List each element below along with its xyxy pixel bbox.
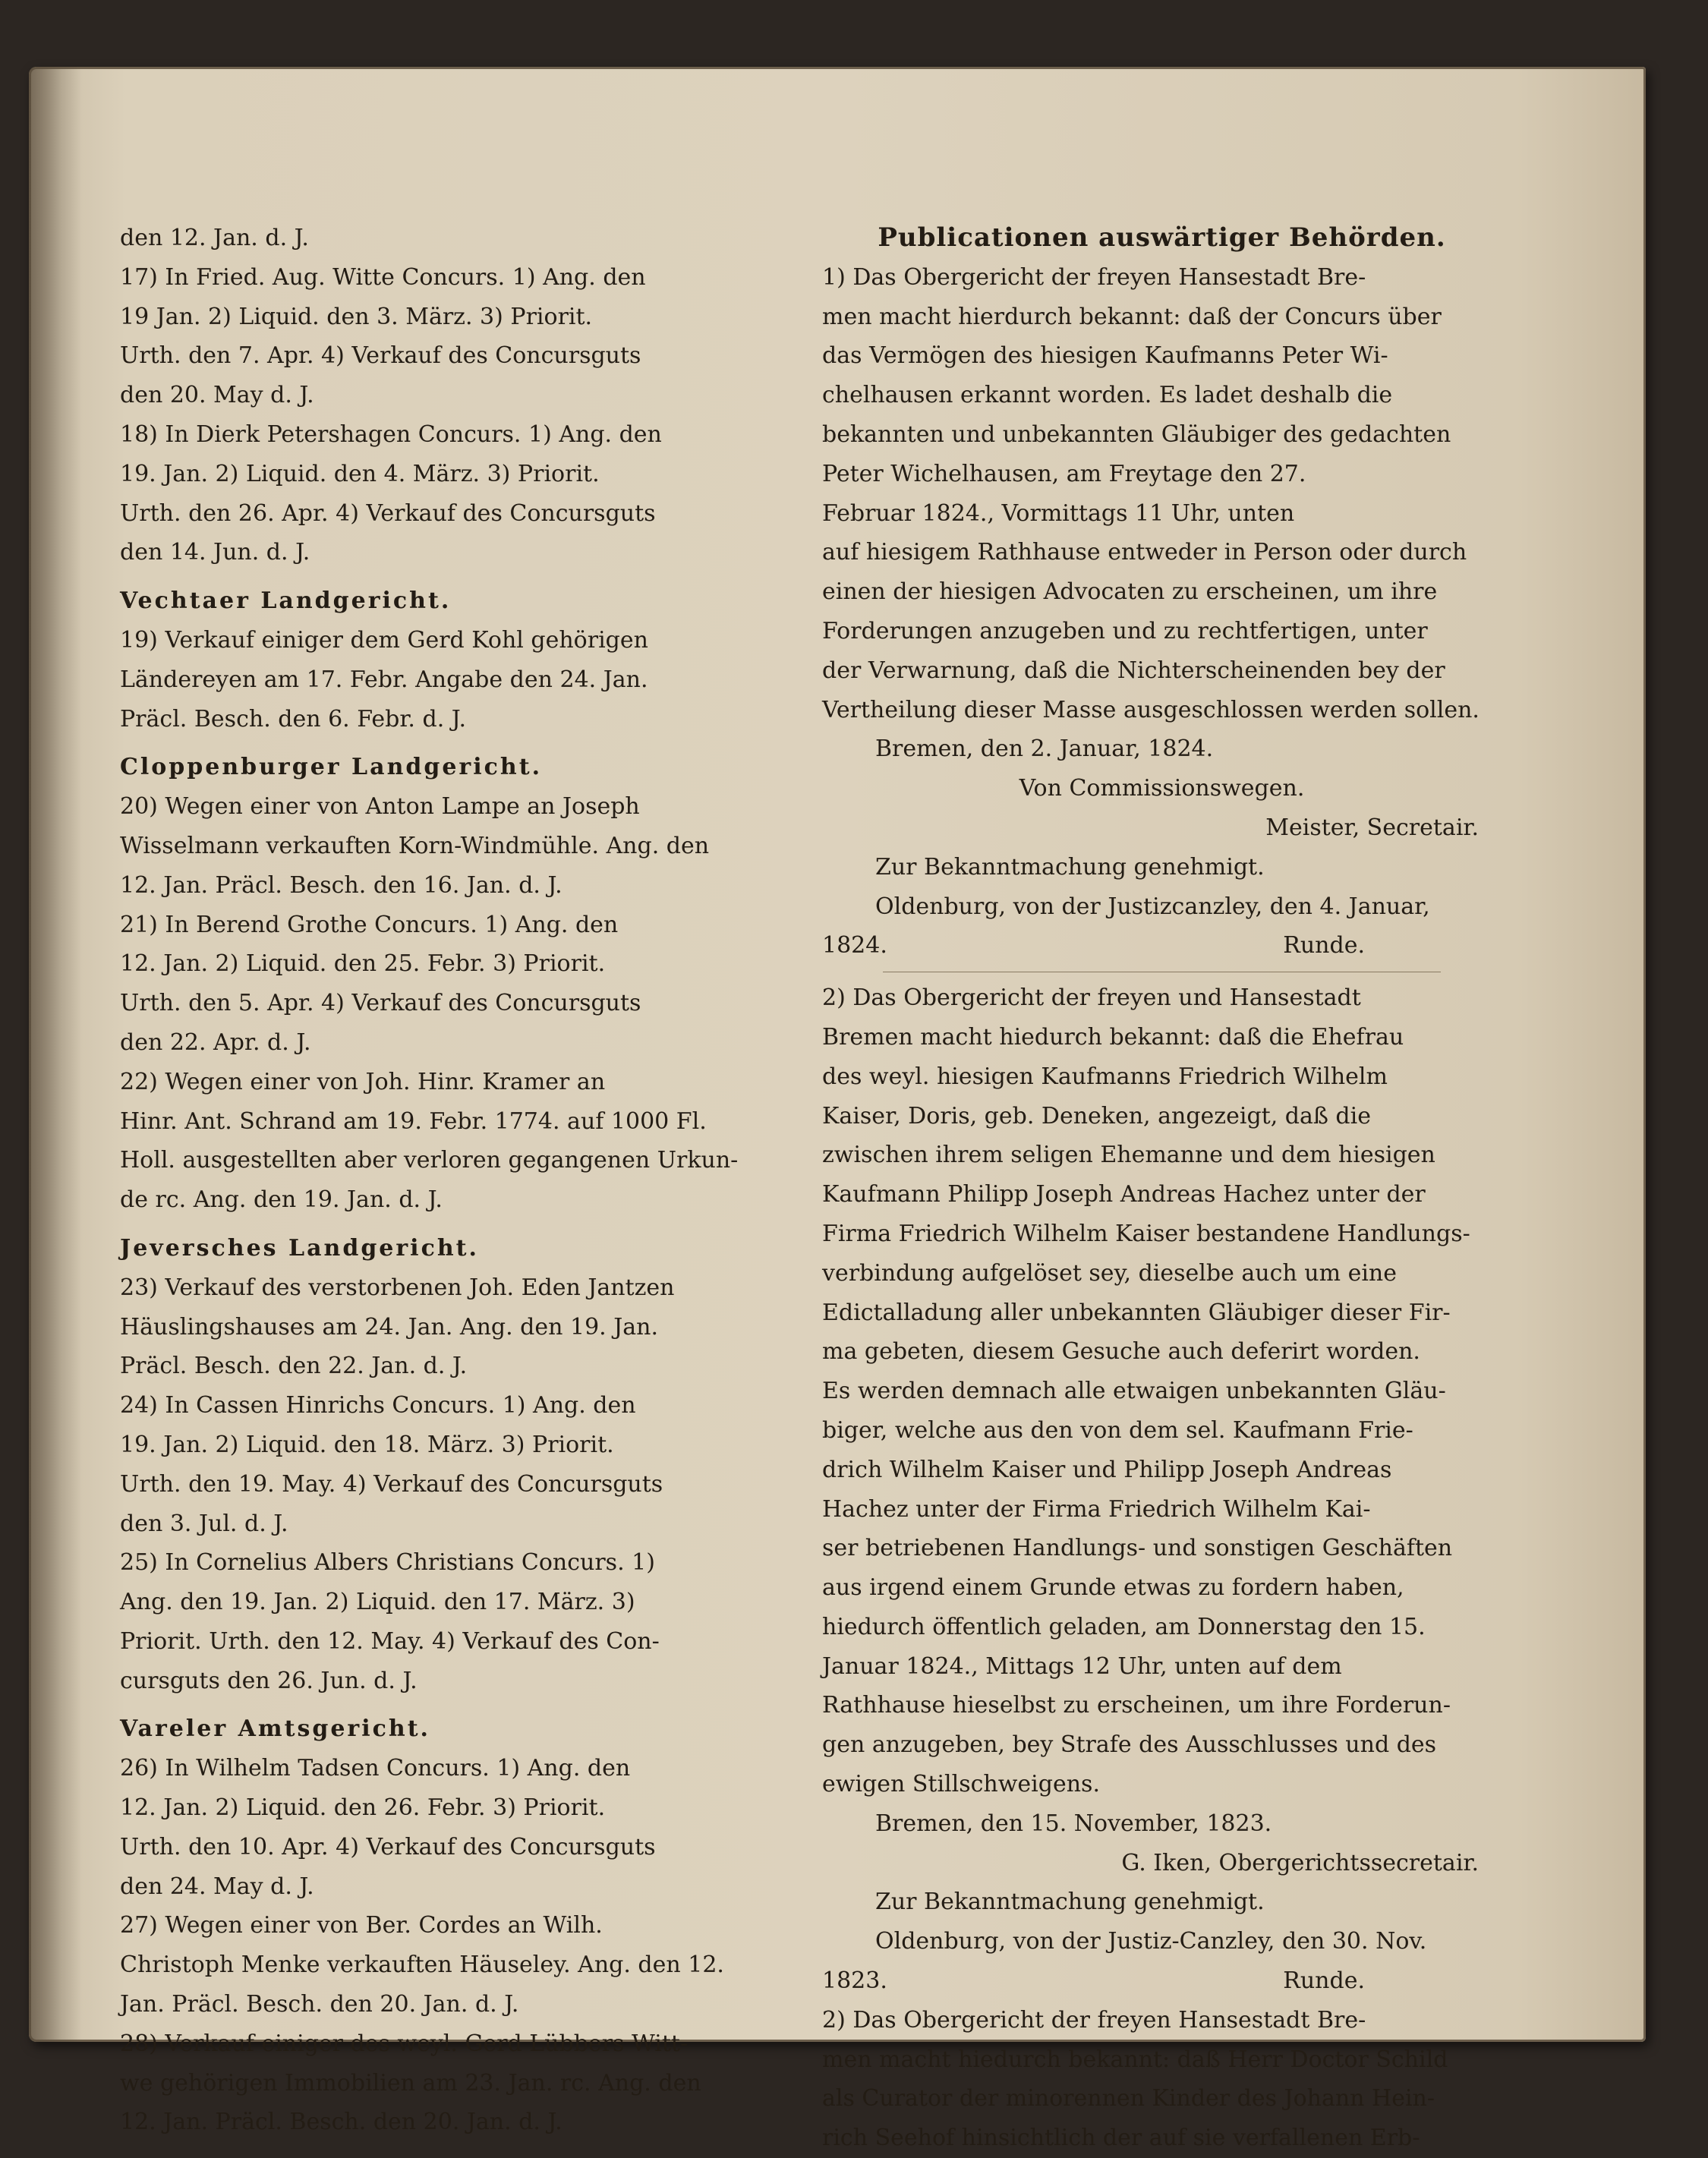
text-line: den 24. May d. J. [120, 1873, 314, 1900]
notice-2-body [822, 978, 1502, 1804]
text-line: 25) In Cornelius Albers Christians Concurs. 1) [120, 1549, 655, 1577]
text-line: 28) Verkauf einiger des weyl. Gerd Lübbers Witt- [120, 2030, 689, 2057]
text-line: zwischen ihrem seligen Ehemanne und dem hiesigen [822, 1142, 1435, 1169]
text-line: hiedurch öffentlich geladen, am Donnerstag den 15. [822, 1613, 1426, 1640]
text-line: cursguts den 26. Jun. d. J. [120, 1667, 418, 1694]
text-line: rich Seehof hinsichtlich der auf sie verfallenen Erb- [822, 2125, 1420, 2152]
text-line: der Verwarnung, daß die Nichterscheinenden bey der [822, 657, 1445, 684]
text-line: den 14. Jun. d. J. [120, 539, 310, 566]
text-line: Bremen macht hiedurch bekannt: daß die Ehefrau [822, 1023, 1404, 1051]
heading-jever: Jeversches Landgericht. [120, 1234, 479, 1262]
text-line: bekannten und unbekannten Gläubiger des gedachten [822, 421, 1451, 448]
text-line: verbindung aufgelöset sey, dieselbe auch um eine [822, 1259, 1397, 1287]
text-line: Präcl. Besch. den 22. Jan. d. J. [120, 1353, 468, 1380]
notice-1-commission: Von Commissionswegen. [1019, 775, 1305, 802]
text-line: Es werden demnach alle etwaigen unbekannten Gläu- [822, 1378, 1446, 1405]
notice-2-oldenburg: Oldenburg, von der Justiz-Canzley, den 30. Nov. [875, 1928, 1427, 1955]
text-line: 17) In Fried. Aug. Witte Concurs. 1) Ang. den [120, 263, 646, 291]
notice-1-body [822, 258, 1502, 730]
text-line: 12. Jan. 2) Liquid. den 26. Febr. 3) Priorit. [120, 1794, 606, 1822]
text-line: den 20. May d. J. [120, 382, 314, 409]
text-block [120, 219, 1517, 2152]
notice-2-date: Bremen, den 15. November, 1823. [875, 1810, 1272, 1837]
notice-1-date: Bremen, den 2. Januar, 1824. [875, 736, 1214, 763]
text-line: den 12. Jan. d. J. [120, 225, 309, 251]
text-line: Urth. den 7. Apr. 4) Verkauf des Concursguts [120, 342, 641, 370]
text-line: ewigen Stillschweigens. [822, 1771, 1100, 1798]
notice-2-year: 1823. [822, 1967, 887, 1995]
text-line: 24) In Cassen Hinrichs Concurs. 1) Ang. den [120, 1392, 636, 1419]
text-line: Firma Friedrich Wilhelm Kaiser bestandene Handlungs- [822, 1220, 1470, 1247]
text-line: Forderungen anzugeben und zu rechtfertigen, unter [822, 617, 1428, 644]
notice-1-oldenburg: Oldenburg, von der Justizcanzley, den 4. Januar, [875, 893, 1430, 920]
text-line: das Vermögen des hiesigen Kaufmanns Peter Wi- [822, 342, 1388, 370]
text-line: Hachez unter der Firma Friedrich Wilhelm Kai- [822, 1495, 1371, 1523]
text-line: Jan. Präcl. Besch. den 20. Jan. d. J. [120, 1991, 519, 2018]
text-line: Ländereyen am 17. Febr. Angabe den 24. Jan. [120, 666, 648, 693]
text-line: auf hiesigem Rathhause entweder in Person oder durch [822, 539, 1467, 566]
notice-2-approval: Zur Bekanntmachung genehmigt. [875, 1889, 1265, 1916]
text-line: 26) In Wilhelm Tadsen Concurs. 1) Ang. den [120, 1755, 631, 1782]
text-line: 12. Jan. Präcl. Besch. den 20. Jan. d. J. [120, 2109, 563, 2136]
text-line: 20) Wegen einer von Anton Lampe an Joseph [120, 793, 640, 821]
notice-2-signature: G. Iken, Obergerichtssecretair. [1121, 1849, 1479, 1876]
text-line: Kaufmann Philipp Joseph Andreas Hachez unter der [822, 1181, 1426, 1208]
text-line: 2) Das Obergericht der freyen und Hansestadt [822, 984, 1361, 1012]
text-line: Priorit. Urth. den 12. May. 4) Verkauf des Con- [120, 1627, 660, 1655]
text-line: Vertheilung dieser Masse ausgeschlossen werden sollen. [822, 696, 1480, 723]
text-line: ma gebeten, diesem Gesuche auch deferirt worden. [822, 1338, 1420, 1366]
notice-1-approval: Zur Bekanntmachung genehmigt. [875, 853, 1265, 881]
text-line: chelhausen erkannt worden. Es ladet deshalb die [822, 382, 1393, 409]
text-line: Urth. den 5. Apr. 4) Verkauf des Concursguts [120, 990, 641, 1017]
text-line: Häuslingshauses am 24. Jan. Ang. den 19. Jan. [120, 1313, 658, 1340]
left-intro [120, 219, 799, 572]
left-column [120, 219, 799, 2136]
text-line: 19. Jan. 2) Liquid. den 4. März. 3) Priorit. [120, 460, 600, 487]
heading-cloppenburg: Cloppenburger Landgericht. [120, 754, 543, 781]
text-line: Urth. den 19. May. 4) Verkauf des Concursguts [120, 1470, 663, 1498]
text-line: men macht hiedurch bekannt: daß Herr Doctor Schild [822, 2046, 1448, 2073]
text-line: des weyl. hiesigen Kaufmanns Friedrich Wilhelm [822, 1063, 1388, 1090]
notice-1-signature: Meister, Secretair. [1265, 814, 1479, 841]
page-sheet [29, 67, 1646, 2152]
text-line: den 22. Apr. d. J. [120, 1029, 311, 1056]
text-line: gen anzugeben, bey Strafe des Ausschlusses und des [822, 1731, 1437, 1759]
text-line: Holl. ausgestellten aber verloren gegangenen Urkun- [120, 1147, 739, 1174]
cloppenburg-entries [120, 787, 799, 1220]
text-line: 23) Verkauf des verstorbenen Joh. Eden Jantzen [120, 1274, 675, 1301]
text-line: Kaiser, Doris, geb. Deneken, angezeigt, daß die [822, 1102, 1371, 1129]
text-line: 2) Das Obergericht der freyen Hansestadt Bre- [822, 2006, 1366, 2034]
vechta-entries [120, 621, 799, 739]
text-line: Urth. den 10. Apr. 4) Verkauf des Concursguts [120, 1833, 656, 1860]
text-line: 19 Jan. 2) Liquid. den 3. März. 3) Priorit. [120, 303, 593, 330]
text-line: den 3. Jul. d. J. [120, 1510, 288, 1537]
text-line: Januar 1824., Mittags 12 Uhr, unten auf dem [822, 1652, 1342, 1680]
text-line: Christoph Menke verkauften Häuseley. Ang. den 12. [120, 1952, 724, 1979]
text-line: drich Wilhelm Kaiser und Philipp Joseph Andreas [822, 1456, 1392, 1483]
section-title: Publicationen auswärtiger Behörden. [878, 222, 1446, 253]
text-line: de rc. Ang. den 19. Jan. d. J. [120, 1186, 443, 1214]
text-line: 12. Jan. 2) Liquid. den 25. Febr. 3) Priorit. [120, 950, 606, 978]
text-line: als Curator der minorennen Kinder des Johann Hein- [822, 2085, 1435, 2112]
text-line: Februar 1824., Vormittags 11 Uhr, unten [822, 499, 1295, 527]
text-line: ser betriebenen Handlungs- und sonstigen Geschäften [822, 1535, 1453, 1562]
text-line: 1) Das Obergericht der freyen Hansestadt Bre- [822, 263, 1366, 291]
notice-1-year: 1824. [822, 932, 887, 959]
text-line: Hinr. Ant. Schrand am 19. Febr. 1774. auf 1000 Fl. [120, 1107, 707, 1135]
text-line: Ang. den 19. Jan. 2) Liquid. den 17. März. 3) [120, 1589, 635, 1616]
text-line: Edictalladung aller unbekannten Gläubiger dieser Fir- [822, 1299, 1451, 1326]
notice-1-runde: Runde. [1283, 932, 1365, 959]
jever-entries [120, 1268, 799, 1701]
text-line: 12. Jan. Präcl. Besch. den 16. Jan. d. J. [120, 871, 563, 899]
varel-entries [120, 1749, 799, 2142]
text-line: einen der hiesigen Advocaten zu erscheinen, um ihre [822, 578, 1438, 606]
text-line: 19) Verkauf einiger dem Gerd Kohl gehörigen [120, 626, 648, 654]
text-line: men macht hierdurch bekannt: daß der Concurs über [822, 303, 1442, 330]
text-line: biger, welche aus den von dem sel. Kaufmann Frie- [822, 1416, 1413, 1444]
notice-2-oldenburg-line2 [822, 1961, 1502, 2001]
heading-varel: Vareler Amtsgericht. [120, 1715, 430, 1743]
notice-1-oldenburg-line2 [822, 926, 1502, 966]
text-line: 22) Wegen einer von Joh. Hinr. Kramer an [120, 1068, 606, 1095]
text-line: aus irgend einem Grunde etwas zu fordern haben, [822, 1574, 1404, 1602]
text-line: Präcl. Besch. den 6. Febr. d. J. [120, 705, 467, 732]
text-line: 18) In Dierk Petershagen Concurs. 1) Ang. den [120, 421, 662, 448]
notice-3-body [822, 2001, 1502, 2158]
text-line: Urth. den 26. Apr. 4) Verkauf des Concursguts [120, 499, 656, 527]
text-line: Peter Wichelhausen, am Freytage den 27. [822, 460, 1306, 487]
heading-vechta: Vechtaer Landgericht. [120, 588, 452, 615]
notice-2-runde: Runde. [1283, 1967, 1365, 1995]
text-line: Wisselmann verkauften Korn-Windmühle. Ang. den [120, 832, 710, 859]
text-line: 27) Wegen einer von Ber. Cordes an Wilh. [120, 1912, 603, 1939]
text-line: Rathhause hieselbst zu erscheinen, um ihre Forderun- [822, 1692, 1451, 1719]
text-line: we gehörigen Immobilien am 23. Jan. rc. Ang. den [120, 2069, 701, 2097]
right-column [822, 219, 1502, 2152]
text-line: 21) In Berend Grothe Concurs. 1) Ang. den [120, 911, 619, 938]
text-line: 19. Jan. 2) Liquid. den 18. März. 3) Priorit. [120, 1431, 614, 1458]
